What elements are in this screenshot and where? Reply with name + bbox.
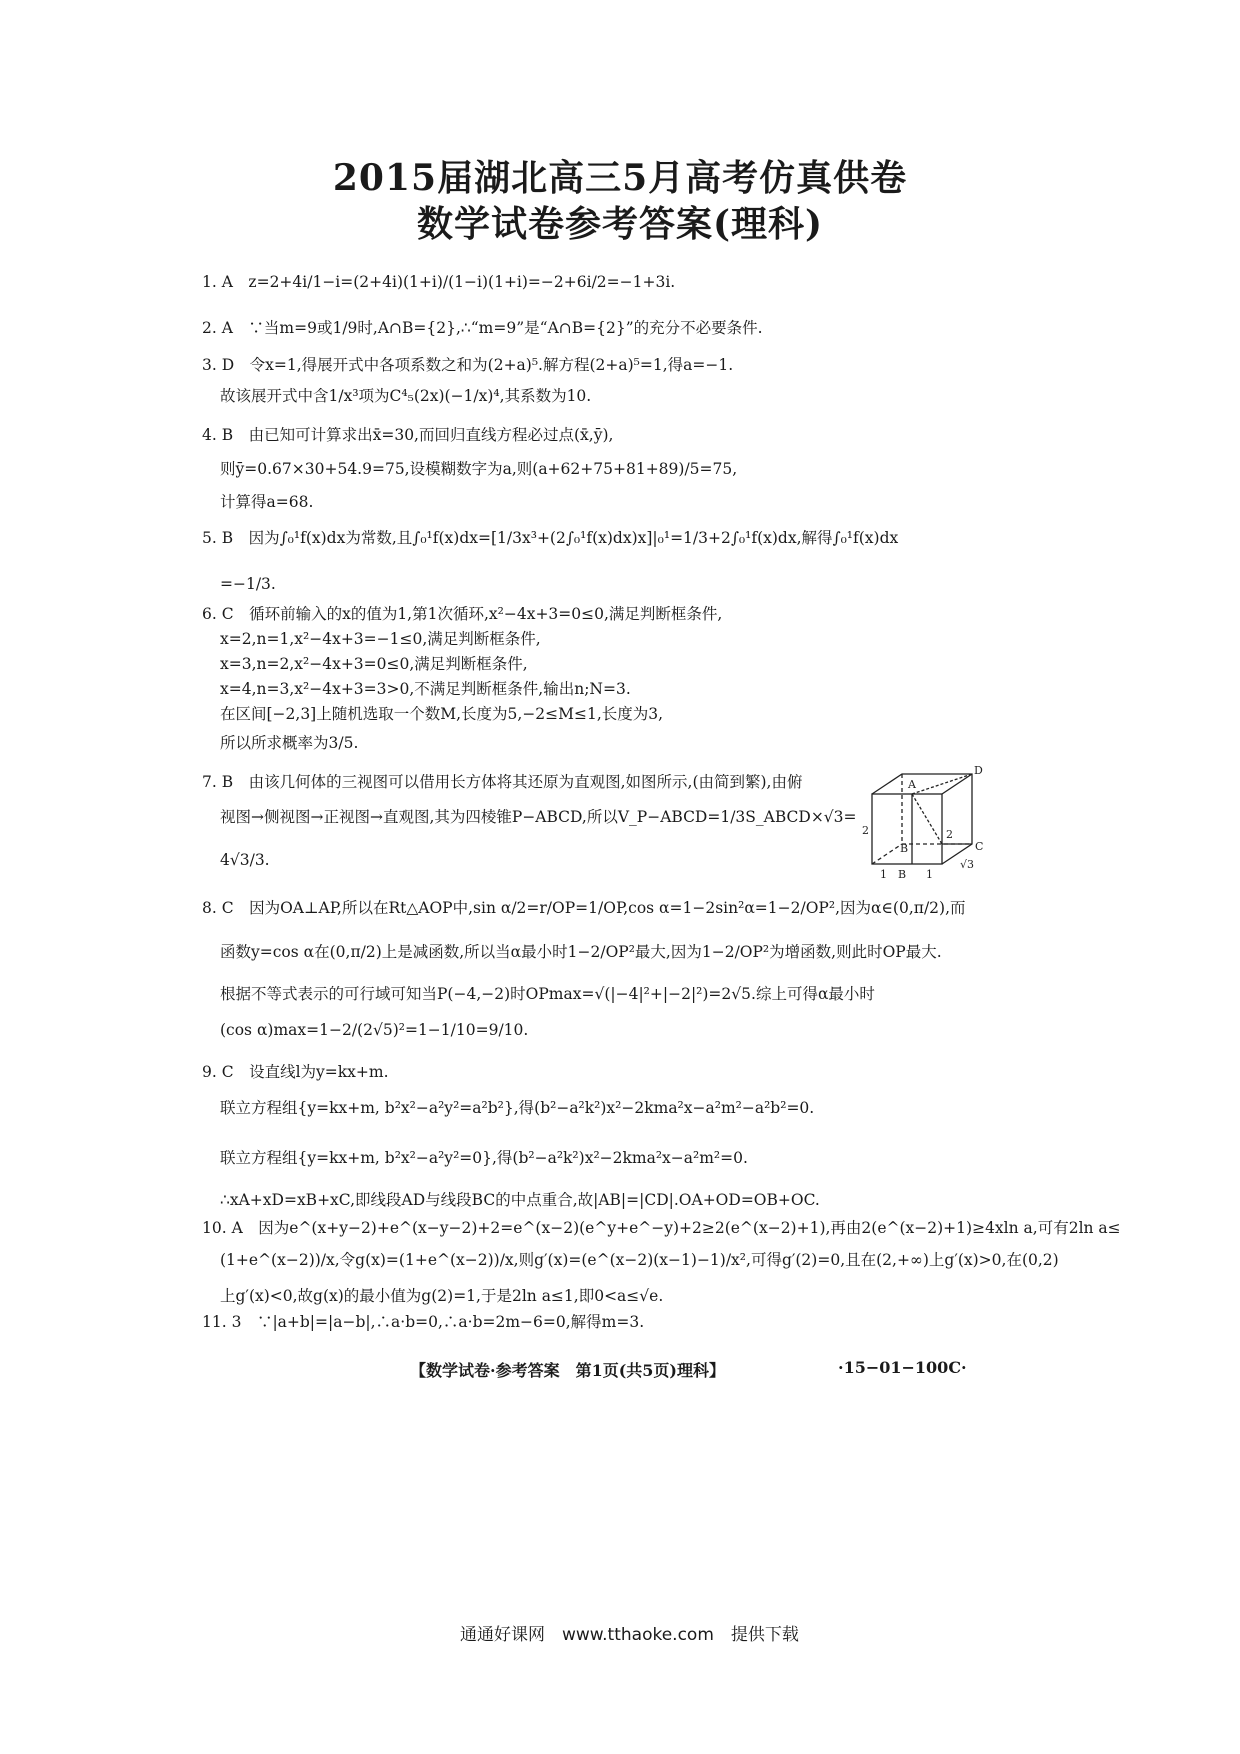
answer-line: 7. B 由该几何体的三视图可以借用长方体将其还原为直观图,如图所示,(由简到繁),由俯 bbox=[202, 773, 803, 791]
page-footer: 【数学试卷·参考答案 第1页(共5页)理科】 bbox=[410, 1361, 725, 1380]
answer-line: 则ȳ=0.67×30+54.9=75,设模糊数字为a,则(a+62+75+81+89)/5=75, bbox=[220, 460, 738, 478]
answer-line: 4√3/3. bbox=[220, 851, 270, 869]
answer-line: 5. B 因为∫₀¹f(x)dx为常数,且∫₀¹f(x)dx=[1/3x³+(2∫₀¹f(x)dx)x]|₀¹=1/3+2∫₀¹f(x)dx,解得∫₀¹f(x)dx bbox=[202, 529, 899, 547]
answer-line: 9. C 设直线l为y=kx+m. bbox=[202, 1063, 389, 1081]
figure-label: A bbox=[908, 778, 916, 791]
answer-line: ∴xA+xD=xB+xC,即线段AD与线段BC的中点重合,故|AB|=|CD|.OA+OD=OB+OC. bbox=[220, 1191, 820, 1209]
answer-line: 11. 3 ∵|a+b|=|a−b|,∴a·b=0,∴a·b=2m−6=0,解得m=3. bbox=[202, 1313, 645, 1331]
figure-label: 2 bbox=[862, 824, 869, 837]
answer-line: 2. A ∵当m=9或1/9时,A∩B={2},∴“m=9”是“A∩B={2}”的充分不必要条件. bbox=[202, 319, 763, 337]
answer-line: 所以所求概率为3/5. bbox=[220, 734, 359, 752]
answer-line: =−1/3. bbox=[220, 575, 276, 593]
figure-label: D bbox=[974, 766, 983, 777]
watermark-text: 通通好课网 www.tthaoke.com 提供下载 bbox=[460, 1625, 799, 1645]
answer-line: (cos α)max=1−2/(2√5)²=1−1/10=9/10. bbox=[220, 1021, 529, 1039]
figure-label: 1 bbox=[926, 868, 933, 881]
document-code: ·15−01−100C· bbox=[838, 1358, 967, 1377]
answer-line: 3. D 令x=1,得展开式中各项系数之和为(2+a)⁵.解方程(2+a)⁵=1,得a=−1. bbox=[202, 356, 734, 374]
answer-line: 函数y=cos α在(0,π/2)上是减函数,所以当α最小时1−2/OP²最大,因为1−2/OP²为增函数,则此时OP最大. bbox=[220, 943, 942, 961]
cuboid-figure bbox=[860, 766, 1000, 882]
figure-label: √3 bbox=[960, 858, 975, 871]
answer-line: 故该展开式中含1/x³项为C⁴₅(2x)(−1/x)⁴,其系数为10. bbox=[220, 387, 592, 405]
page-subtitle: 数学试卷参考答案(理科) bbox=[416, 203, 824, 245]
answer-line: 联立方程组{y=kx+m, b²x²−a²y²=a²b²},得(b²−a²k²)x²−2kma²x−a²m²−a²b²=0. bbox=[220, 1099, 815, 1117]
answer-line: 在区间[−2,3]上随机选取一个数M,长度为5,−2≤M≤1,长度为3, bbox=[220, 705, 664, 723]
answer-line: 10. A 因为e^(x+y−2)+e^(x−y−2)+2=e^(x−2)(e^y+e^−y)+2≥2(e^(x−2)+1),再由2(e^(x−2)+1)≥4xln a,可有2ln a≤ bbox=[202, 1219, 1121, 1237]
answer-line: x=2,n=1,x²−4x+3=−1≤0,满足判断框条件, bbox=[220, 630, 541, 648]
answer-line: 视图→侧视图→正视图→直观图,其为四棱锥P−ABCD,所以V_P−ABCD=1/3S_ABCD×√3= bbox=[220, 808, 857, 826]
figure-label: B bbox=[900, 842, 909, 855]
figure-label: 2 bbox=[946, 828, 953, 841]
page-title: 2015届湖北高三5月高考仿真供卷 bbox=[332, 157, 908, 199]
answer-line: 6. C 循环前输入的x的值为1,第1次循环,x²−4x+3=0≤0,满足判断框条件, bbox=[202, 605, 723, 623]
figure-label: B bbox=[898, 868, 907, 881]
figure-label: 1 bbox=[880, 868, 887, 881]
answer-line: x=3,n=2,x²−4x+3=0≤0,满足判断框条件, bbox=[220, 655, 528, 673]
answer-line: (1+e^(x−2))/x,令g(x)=(1+e^(x−2))/x,则g′(x)=(e^(x−2)(x−1)−1)/x²,可得g′(2)=0,且在(2,+∞)上g′(x)>0,在(0,2) bbox=[220, 1251, 1059, 1269]
answer-line: 联立方程组{y=kx+m, b²x²−a²y²=0},得(b²−a²k²)x²−2kma²x−a²m²=0. bbox=[220, 1149, 748, 1167]
answer-line: 4. B 由已知可计算求出x̄=30,而回归直线方程必过点(x̄,ȳ), bbox=[202, 426, 614, 444]
answer-line: 上g′(x)<0,故g(x)的最小值为g(2)=1,于是2ln a≤1,即0<a≤√e. bbox=[220, 1287, 664, 1305]
answer-line: 1. A z=2+4i/1−i=(2+4i)(1+i)/(1−i)(1+i)=−2+6i/2=−1+3i. bbox=[202, 273, 676, 291]
answer-line: 计算得a=68. bbox=[220, 493, 314, 511]
answer-line: 根据不等式表示的可行域可知当P(−4,−2)时OPmax=√(|−4|²+|−2|²)=2√5.综上可得α最小时 bbox=[220, 985, 875, 1003]
answer-line: x=4,n=3,x²−4x+3=3>0,不满足判断框条件,输出n;N=3. bbox=[220, 680, 631, 698]
figure-label: C bbox=[975, 840, 984, 853]
answer-line: 8. C 因为OA⊥AP,所以在Rt△AOP中,sin α/2=r/OP=1/OP,cos α=1−2sin²α=1−2/OP²,因为α∈(0,π/2),而 bbox=[202, 899, 966, 917]
